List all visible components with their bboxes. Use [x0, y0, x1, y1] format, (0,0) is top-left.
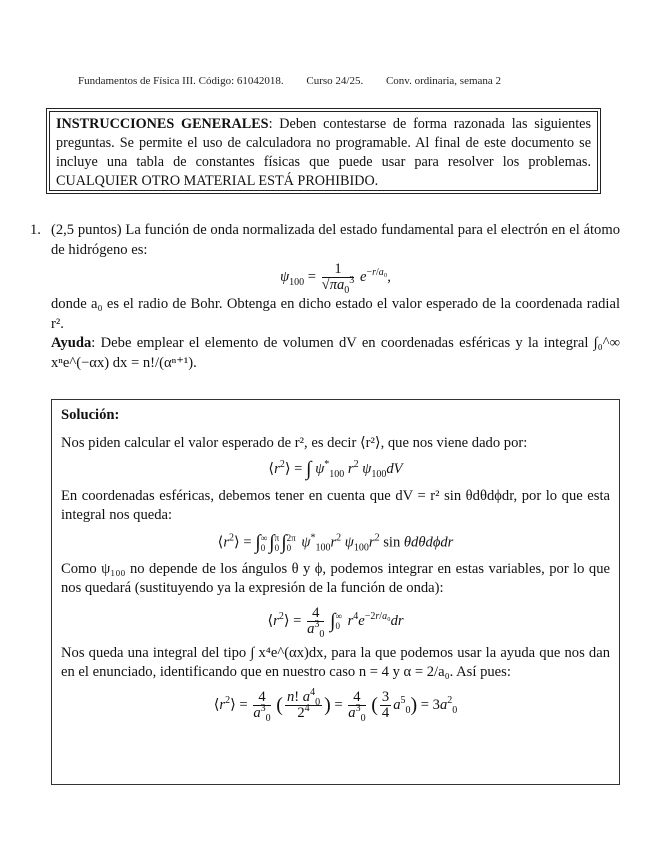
course-title: Fundamentos de Física III. Código: 61042018.: [78, 75, 284, 87]
solution-p1: Nos piden calcular el valor esperado de r², es decir ⟨r²⟩, que nos viene dado por:: [61, 434, 528, 451]
final-result-equation: $⟨r^2⟩$ = $\frac{4}{a^3_0}$ ( $\frac{n! a^4_0}{2^4}$ ) = $\frac{4}{a^3_0}$ ( $\frac{3}{4}$ $a^5_0) = 3a^2_0$: [213, 686, 458, 724]
instructions-box: [46, 108, 601, 194]
instructions-text: : Deben contestarse de forma razonada las siguientes preguntas. Se permite el uso de calculadora no programable. Al final de este documento se incluye una tabla de constantes físicas que puede usar para resolver los problemas. CUALQUIER OTRO MATERIAL ESTÁ PROHIBIDO.: [56, 116, 591, 189]
exam-session: Conv. ordinaria, semana 2: [385, 75, 502, 87]
question-intro: (2,5 puntos) La función de onda normalizada del estado fundamental para el electrón en el átomo de hidrógeno es:: [51, 222, 620, 258]
question-hint: [51, 334, 620, 373]
solution-box: [51, 399, 620, 785]
spherical-integral-equation: $⟨r^2⟩$ = ∫∞ 0 ∫π 0 ∫2π 0 $\psi^*_{100}r^2$ $\psi_{100}r^2$ sin θdθdϕdr: [217, 530, 454, 553]
instructions-content: [49, 111, 598, 191]
question-1: [30, 221, 620, 373]
solution-title: Solución:: [61, 407, 120, 423]
solution-p4: Nos queda una integral del tipo ∫ x⁴e^(αx)dx, para la que podemos usar la ayuda que nos dan en el enunciado, identificando que en nuestro caso n = 4 y α = 2/a₀. Así pues:: [61, 644, 610, 681]
radial-integral-equation: $⟨r^2⟩$ = $\frac{4}{a^3_0}$ ∫∞ 0 $r^4e^{-2r/a_0}dr$: [267, 604, 404, 640]
solution-p3: Como ψ₁₀₀ no depende de los ángulos θ y ϕ, podemos integrar en estas variables, por lo que nos quedará (sustituyendo ya la expresión de la función de onda):: [61, 560, 610, 597]
instructions-label: INSTRUCCIONES GENERALES: [56, 116, 269, 132]
question-after-eq: donde a₀ es el radio de Bohr. Obtenga en dicho estado el valor esperado de la coordenada radial r².: [51, 296, 620, 332]
expectation-equation: $⟨r^2⟩$ = ∫ $\psi^*_{100}$ $r^2$ $\psi_{100}dV$: [268, 458, 403, 480]
question-number: 1.: [30, 222, 41, 238]
course-year: Curso 24/25.: [306, 75, 364, 87]
hint-text: : Debe emplear el elemento de volumen dV en coordenadas esféricas y la integral ∫₀^∞ xⁿe^(−αx) dx = n!/(αⁿ⁺¹).: [51, 335, 620, 371]
hint-label: Ayuda: [51, 335, 92, 351]
page-header: [78, 75, 635, 87]
wavefunction-equation: $\psi_{100}$ = $\frac{1}{√\pi a_0^3}$ $e^{-r/a_0}$,: [280, 261, 391, 296]
solution-p2: En coordenadas esféricas, debemos tener en cuenta que dV = r² sin θdθdϕdr, por lo que esta integral nos queda:: [61, 487, 610, 524]
